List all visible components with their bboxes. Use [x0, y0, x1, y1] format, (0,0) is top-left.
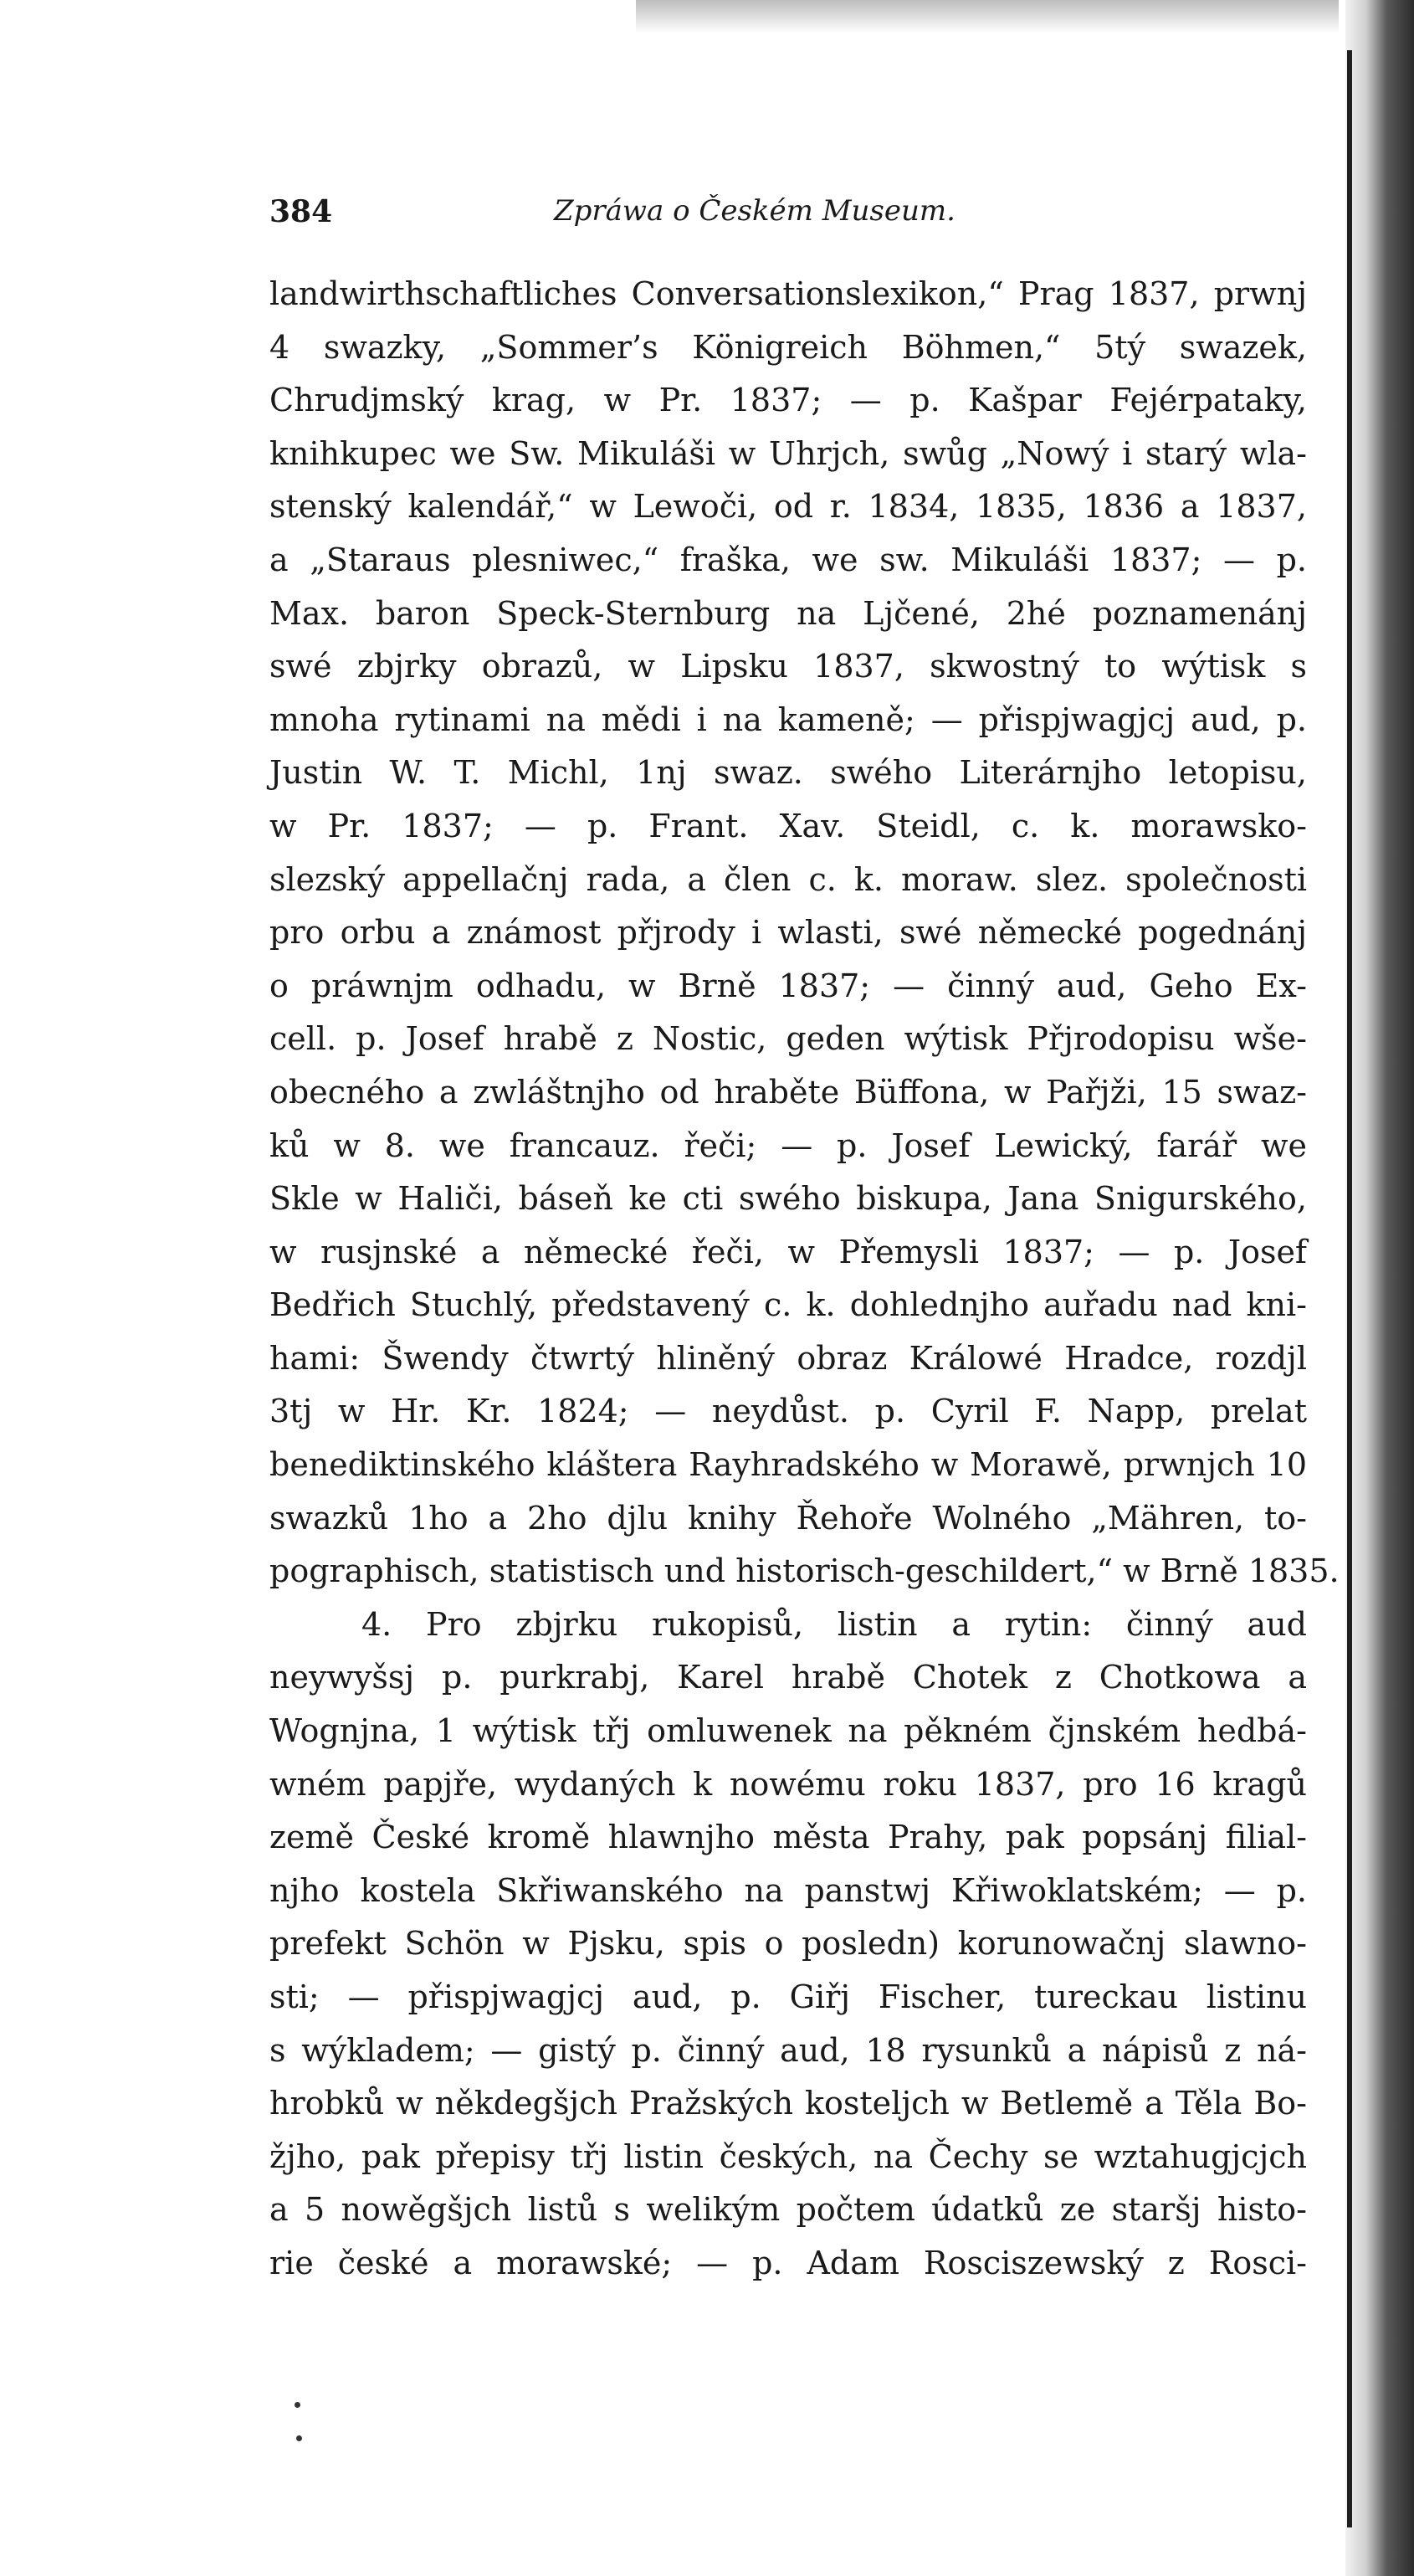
text-line: o práwnjm odhadu, w Brně 1837; — činný aud, Geho Ex- [269, 967, 1307, 1004]
text-line: Justin W. T. Michl, 1nj swaz. swého Literárnjho letopisu, [269, 754, 1307, 792]
text-line: země České kromě hlawnjho města Prahy, pak popsánj filial- [269, 1819, 1307, 1856]
text-line: benediktinského kláštera Rayhradského w Morawě, prwnjch 10 [269, 1446, 1307, 1484]
paragraph-end-line: pographisch, statistisch und historisch-geschildert,“ w Brně 1835. [269, 1552, 1340, 1590]
text-line: a „Staraus plesniwec,“ fraška, we sw. Mikuláši 1837; — p. [269, 541, 1307, 578]
text-line: ků w 8. we francauz. řeči; — p. Josef Lewický, farář we [269, 1126, 1307, 1164]
text-line: hami: Šwendy čtwrtý hliněný obraz Králowé Hradce, rozdjl [269, 1339, 1307, 1377]
text-line: slezský appellačnj rada, a člen c. k. moraw. slez. společnosti [269, 860, 1307, 898]
text-line: pro orbu a známost přjrody i wlasti, swé německé pogednánj [269, 914, 1307, 952]
text-line: mnoha rytinami na mědi i na kameně; — přispjwagjcj aud, p. [269, 700, 1307, 738]
text-line: stenský kalendář,“ w Lewoči, od r. 1834, 1835, 1836 a 1837, [269, 488, 1307, 526]
text-line: swé zbjrky obrazů, w Lipsku 1837, skwostný to wýtisk s [269, 648, 1307, 685]
scan-shadow [636, 0, 1339, 33]
speck [296, 2435, 302, 2441]
body-text [269, 268, 1340, 2291]
binding-edge [1345, 0, 1414, 2576]
page-number: 384 [269, 194, 333, 229]
text-line: Max. baron Speck-Sternburg na Ljčené, 2hé poznamenánj [269, 594, 1307, 632]
text-line: neywyšsj p. purkrabj, Karel hrabě Chotek z Chotkowa a [269, 1659, 1307, 1696]
text-line: rie české a morawské; — p. Adam Rosciszewský z Rosci- [269, 2244, 1307, 2281]
text-line: 4 swazky, „Sommer’s Königreich Böhmen,“ 5tý swazek, [269, 328, 1307, 366]
text-line: njho kostela Skřiwanského na panstwj Křiwoklatském; — p. [269, 1871, 1307, 1909]
speck [295, 2402, 300, 2408]
text-line: žjho, pak přepisy třj listin českých, na Čechy se wztahugjcjch [269, 2137, 1307, 2175]
text-line: obecného a zwláštnjho od hraběte Büffona, w Pařjži, 15 swaz- [269, 1073, 1307, 1111]
text-line: Skle w Haliči, báseň ke cti swého biskupa, Jana Snigurského, [269, 1180, 1307, 1218]
page-header [269, 194, 1307, 244]
binding-edge-line [1347, 50, 1352, 2527]
text-line: w Pr. 1837; — p. Frant. Xav. Steidl, c. k. morawsko- [269, 807, 1307, 844]
section-heading-line: 4. Pro zbjrku rukopisů, listin a rytin: činný aud [361, 1605, 1307, 1643]
text-line: Chrudjmský krag, w Pr. 1837; — p. Kašpar Fejérpataky, [269, 382, 1307, 419]
text-line: knihkupec we Sw. Mikuláši w Uhrjch, swůg „Nowý i starý wla- [269, 434, 1307, 472]
text-line: hrobků w někdegšjch Pražských kosteljch w Betlemě a Těla Bo- [269, 2085, 1307, 2122]
text-line: s wýkladem; — gistý p. činný aud, 18 rysunků a nápisů z ná- [269, 2031, 1307, 2069]
text-line: prefekt Schön w Pjsku, spis o posledn) korunowačnj slawno- [269, 1925, 1307, 1963]
text-line: wném papjře, wydaných k nowému roku 1837, pro 16 kragů [269, 1765, 1307, 1803]
text-line: 3tj w Hr. Kr. 1824; — neydůst. p. Cyril F. Napp, prelat [269, 1393, 1307, 1430]
text-line: Wognjna, 1 wýtisk třj omluwenek na pěkném čjnském hedbá- [269, 1712, 1307, 1750]
text-line: swazků 1ho a 2ho djlu knihy Řehoře Wolného „Mähren, to- [269, 1499, 1307, 1537]
text-line: Bedřich Stuchlý, představený c. k. dohlednjho auřadu nad kni- [269, 1286, 1307, 1324]
text-line: landwirthschaftliches Conversationslexikon,“ Prag 1837, prwnj [269, 275, 1307, 312]
text-line: cell. p. Josef hrabě z Nostic, geden wýtisk Přjrodopisu wše- [269, 1020, 1307, 1058]
text-line: a 5 nowěgšjch listů s welikým počtem údatků ze staršj histo- [269, 2191, 1307, 2229]
text-line: sti; — přispjwagjcj aud, p. Giřj Fischer, tureckau listinu [269, 1978, 1307, 2015]
text-line: w rusjnské a německé řeči, w Přemysli 1837; — p. Josef [269, 1233, 1307, 1270]
running-title: Zpráwa o Českém Museum. [554, 194, 955, 228]
